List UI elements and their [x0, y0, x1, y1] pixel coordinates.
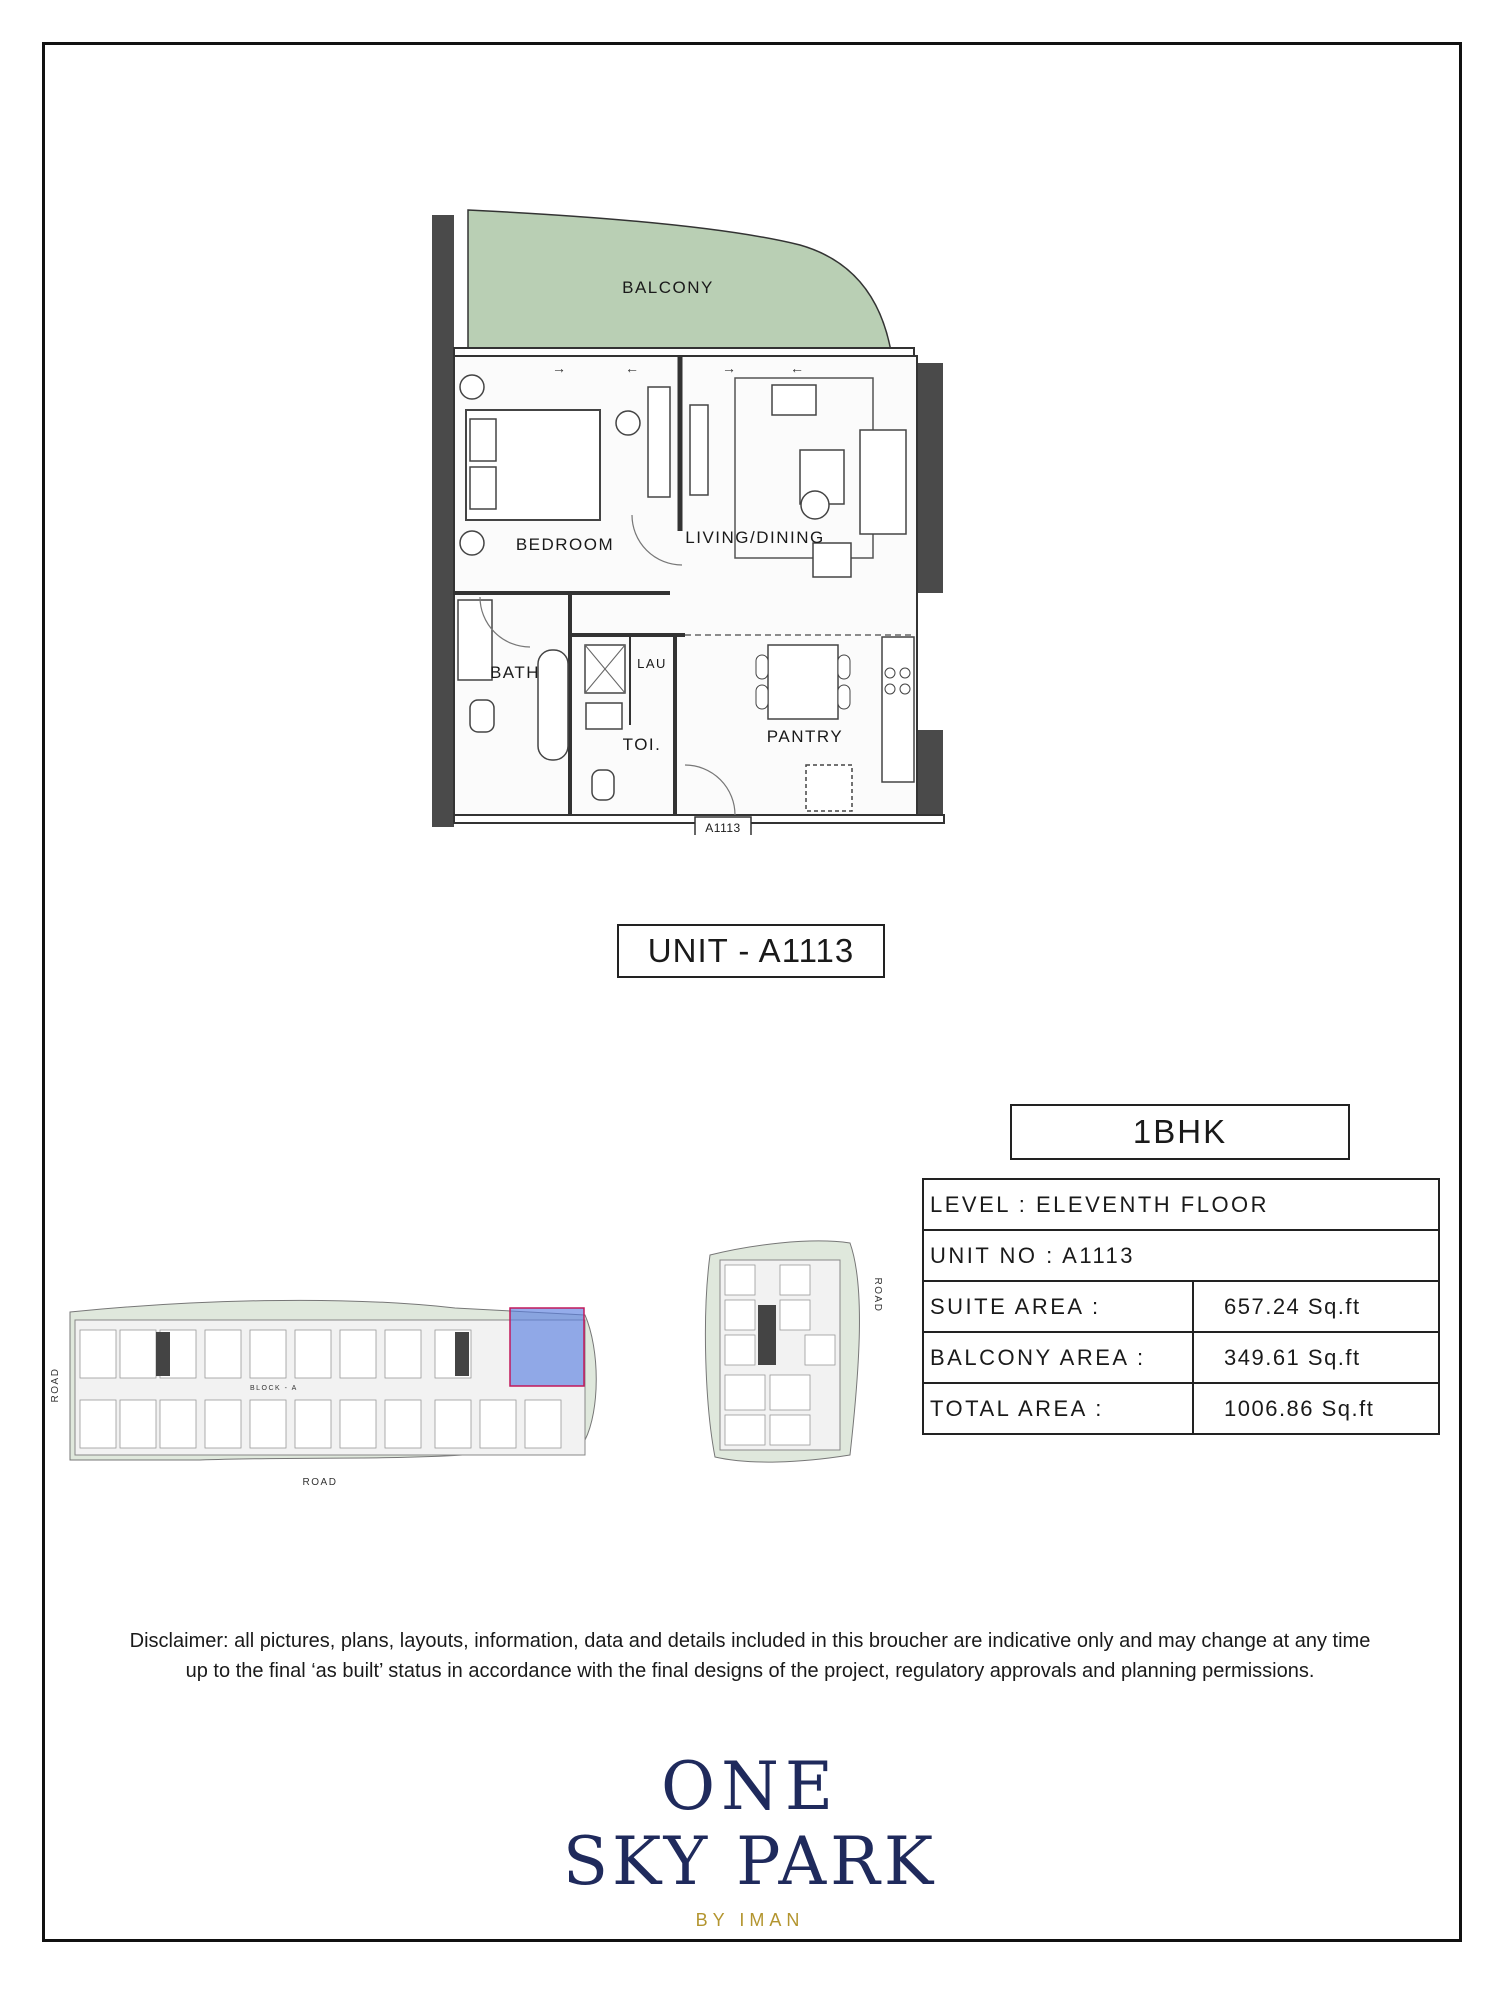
logo-line-one: ONE	[660, 1748, 840, 1825]
wc-toi	[592, 770, 614, 800]
desk	[648, 387, 670, 497]
room-label-bedroom: BEDROOM	[515, 535, 615, 554]
armchair-bottom	[813, 543, 851, 577]
spec-row-total	[923, 1383, 1439, 1434]
tower-key-plan	[690, 1225, 890, 1470]
window-arrow-2: ←	[625, 360, 639, 376]
core-2	[455, 1332, 469, 1376]
room-label-living-dining: LIVING/DINING	[685, 528, 825, 547]
tv-unit	[690, 405, 708, 495]
spec-row-suite	[923, 1281, 1439, 1332]
block-label: BLOCK - A	[250, 1385, 298, 1392]
door-tag: A1113	[705, 821, 741, 835]
room-label-balcony: BALCONY	[622, 278, 714, 297]
road-label-right: ROAD	[872, 1277, 883, 1313]
wall-left	[432, 215, 454, 827]
spec-row-unit	[923, 1230, 1439, 1281]
window-arrow-1: →	[552, 360, 566, 376]
road-label-left: ROAD	[50, 1367, 61, 1403]
room-label-lau: LAU	[637, 656, 667, 671]
site-key-plan	[40, 1290, 600, 1510]
spec-row-balcony	[923, 1332, 1439, 1383]
lamp-1	[460, 375, 484, 399]
vanity	[458, 600, 492, 680]
side-table	[801, 491, 829, 519]
lamp-2	[460, 531, 484, 555]
window-arrow-4: ←	[790, 360, 804, 376]
logo-line-skypark: SKY PARK	[562, 1823, 938, 1900]
spec-unit-no: UNIT NO : A1113	[923, 1230, 1439, 1281]
fridge	[806, 765, 852, 811]
core-1	[156, 1332, 170, 1376]
logo-line-by: BY IMAN	[695, 1910, 805, 1930]
dining-chair-4	[838, 685, 850, 709]
kitchen-counter	[882, 637, 914, 782]
spec-level: LEVEL : ELEVENTH FLOOR	[923, 1179, 1439, 1230]
disclaimer-text: Disclaimer: all pictures, plans, layouts, information, data and details included in this broucher are indicative only and may change at any time up to the final ‘as built’ status in accordance with the final designs of the project, regulatory approvals and planning permissions.	[129, 1630, 1371, 1682]
dining-table	[768, 645, 838, 719]
room-label-pantry: PANTRY	[766, 727, 844, 746]
unit-floor-plan	[420, 205, 1100, 835]
specs-table	[922, 1178, 1440, 1435]
sofa	[860, 430, 906, 534]
wall-right-lower	[917, 730, 943, 820]
chair	[616, 411, 640, 435]
wc-bath	[470, 700, 494, 732]
spec-suite-label: SUITE AREA :	[923, 1281, 1193, 1332]
dining-chair-3	[838, 655, 850, 679]
tower-core	[758, 1305, 776, 1365]
brand-logo	[500, 1748, 1000, 1931]
spec-balcony-value: 349.61 Sq.ft	[1193, 1332, 1439, 1383]
room-label-bath: BATH	[489, 663, 541, 682]
dining-chair-1	[756, 655, 768, 679]
spec-suite-value: 657.24 Sq.ft	[1193, 1281, 1439, 1332]
wall-top	[454, 348, 914, 356]
spec-row-level	[923, 1179, 1439, 1230]
pillow-2	[470, 467, 496, 509]
toi-basin	[586, 703, 622, 729]
pillow-1	[470, 419, 496, 461]
dining-chair-2	[756, 685, 768, 709]
spec-total-value: 1006.86 Sq.ft	[1193, 1383, 1439, 1434]
unit-title: UNIT - A1113	[617, 924, 885, 978]
room-label-toilet: TOI.	[622, 735, 662, 754]
armchair-top	[772, 385, 816, 415]
unit-type: 1BHK	[1010, 1104, 1350, 1160]
spec-balcony-label: BALCONY AREA :	[923, 1332, 1193, 1383]
wall-right-pillar	[917, 363, 943, 593]
unit-highlight	[510, 1308, 584, 1386]
road-label-bottom: ROAD	[302, 1477, 338, 1488]
spec-total-label: TOTAL AREA :	[923, 1383, 1193, 1434]
bathtub	[538, 650, 568, 760]
window-arrow-3: →	[722, 360, 736, 376]
